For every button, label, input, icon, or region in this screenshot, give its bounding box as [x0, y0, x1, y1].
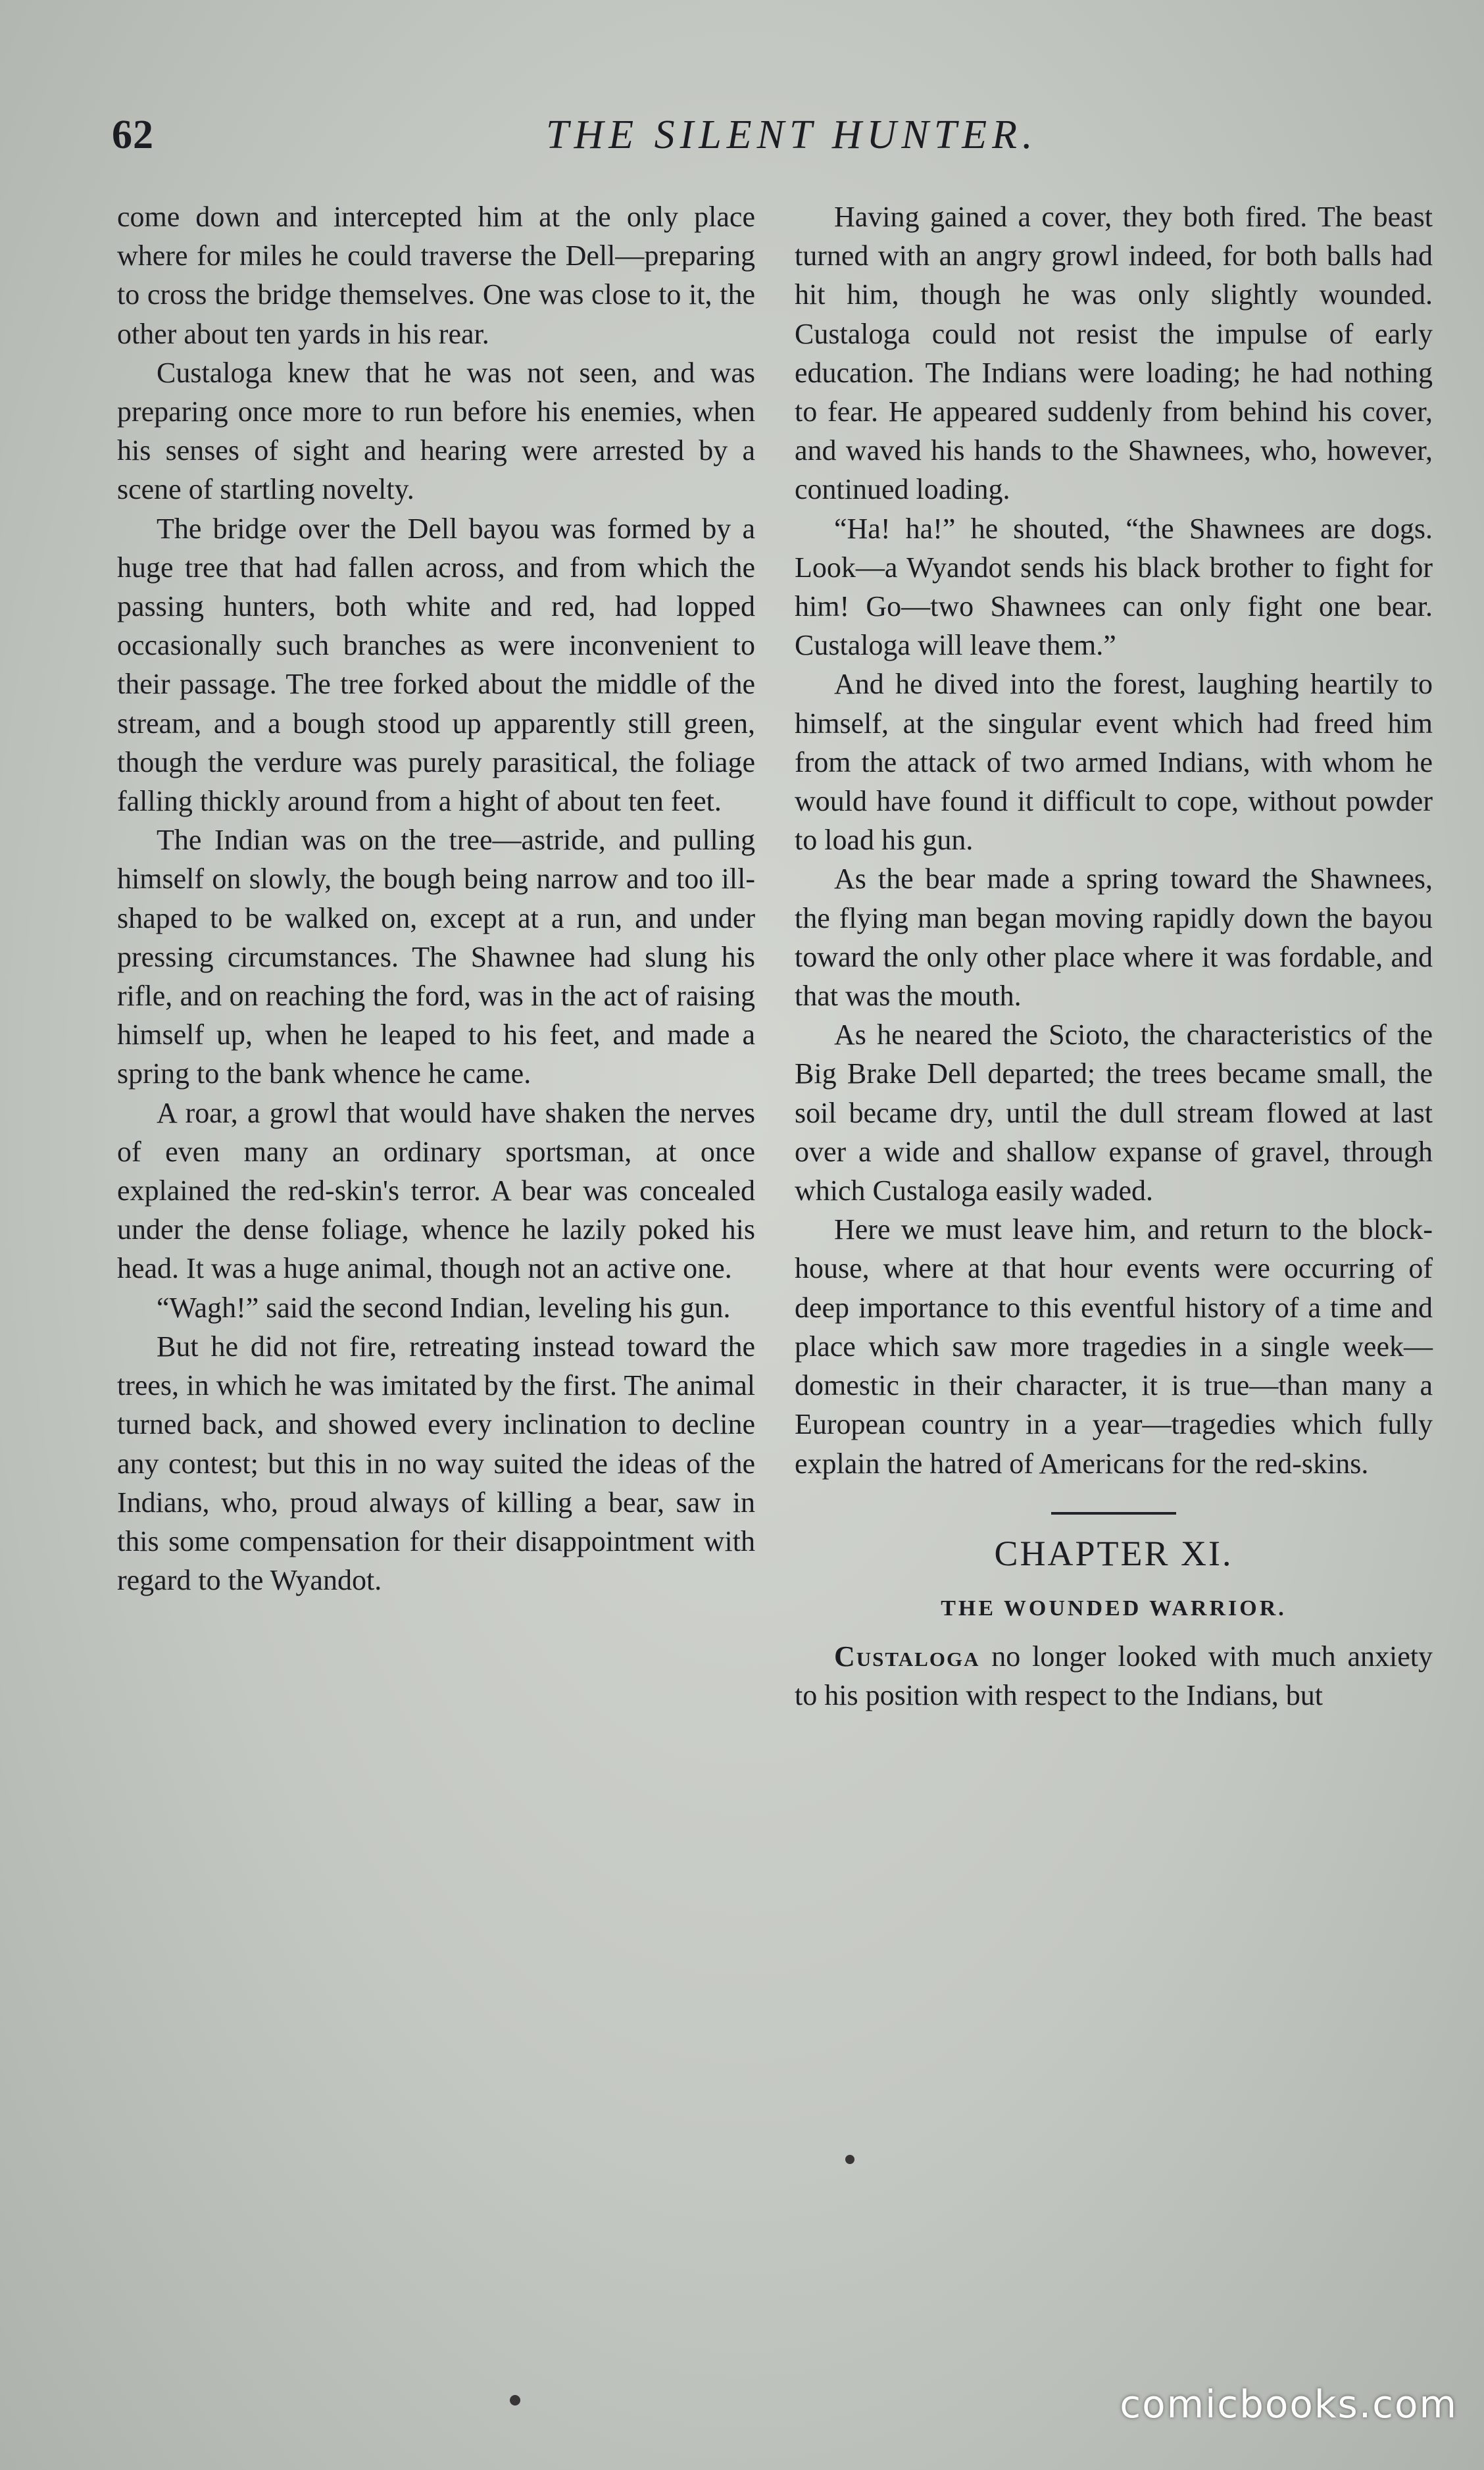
running-head: THE SILENT HUNTER.: [546, 113, 1038, 157]
paragraph: “Ha! ha!” he shouted, “the Shawnees are dogs. Look—a Wyandot sends his black brother to fight for him! Go—two Shawnees can only fight one bear. Custaloga will leave them.”: [795, 512, 1433, 662]
paragraph: As he neared the Scioto, the characteristics of the Big Brake Dell departed; the trees became small, the soil became dry, until the dull stream flowed at last over a wide and shallow expanse of gravel, through which Custaloga easily waded.: [795, 1019, 1433, 1207]
paragraph: The bridge over the Dell bayou was formed by a huge tree that had fallen across, and from which the passing hunters, both white and red, had lopped occasionally such branches as were inconvenient to their passage. The tree forked about the middle of the stream, and a bough stood up apparently still green, though the verdure was purely parasitical, the foliage falling thickly around from a hight of about ten feet.: [117, 512, 755, 818]
page-number: 62: [112, 113, 154, 157]
page-header: [112, 112, 1414, 171]
chapter-title: CHAPTER XI.: [994, 1533, 1233, 1573]
paragraph: And he dived into the forest, laughing heartily to himself, at the singular event which had freed him from the attack of two armed Indians, with whom he would have found it difficult to cope, without powder to load his gun.: [795, 668, 1433, 857]
paragraph: As the bear made a spring toward the Shawnees, the flying man began moving rapidly down the bayou toward the only other place where it was fordable, and that was the mouth.: [795, 863, 1433, 1013]
left-column: [117, 197, 755, 1600]
lead-word: Custaloga: [834, 1640, 980, 1673]
paragraph: Custaloga knew that he was not seen, and was preparing once more to run before his enemies, when his senses of sight and hearing were arrested by a scene of startling novelty.: [117, 356, 755, 506]
watermark: comicbooks.com: [1120, 2382, 1458, 2427]
chapter-subtitle: THE WOUNDED WARRIOR.: [941, 1596, 1287, 1621]
paragraph: come down and intercepted him at the only place where for miles he could traverse the Dell—preparing to cross the bridge themselves. One was close to it, the other about ten yards in his rear.: [117, 201, 755, 350]
ink-spot: [845, 2155, 854, 2164]
paragraph: The Indian was on the tree—astride, and pulling himself on slowly, the bough being narrow and too ill-shaped to be walked on, except at a run, and under pressing circumstances. The Shawnee had slung his rifle, and on reaching the ford, was in the act of raising himself up, when he leaped to his feet, and made a spring to the bank whence he came.: [117, 824, 755, 1090]
ink-spot: [510, 2395, 520, 2406]
paragraph: But he did not fire, retreating instead toward the trees, in which he was imitated by the first. The animal turned back, and showed every inclination to decline any contest; but this in no way suited the ideas of the Indians, who, proud always of killing a bear, saw in this some compensation for their disappointment with regard to the Wyandot.: [117, 1330, 755, 1597]
right-column: [795, 197, 1433, 1715]
paragraph: [795, 1637, 1433, 1715]
paragraph: A roar, a growl that would have shaken the nerves of even many an ordinary sportsman, at once explained the red-skin's terror. A bear was concealed under the dense foliage, whence he lazily poked his head. It was a huge animal, though not an active one.: [117, 1096, 755, 1285]
paragraph-text: no longer looked with much anxiety to his position with respect to the Indians, but: [795, 1640, 1433, 1712]
paragraph: Having gained a cover, they both fired. The beast turned with an angry growl indeed, for both balls had hit him, though he was only slightly wounded. Custaloga could not resist the impulse of early education. The Indians were loading; he had nothing to fear. He appeared suddenly from behind his cover, and waved his hands to the Shawnees, who, however, continued loading.: [795, 201, 1433, 506]
paragraph: “Wagh!” said the second Indian, leveling his gun.: [157, 1291, 731, 1324]
paragraph: Here we must leave him, and return to the block-house, where at that hour events were occurring of deep importance to this eventful history of a time and place which saw more tragedies in a single week—domestic in their character, it is true—than many a European country in a year—tragedies which fully explain the hatred of Americans for the red-skins.: [795, 1213, 1433, 1480]
section-divider: [1051, 1512, 1176, 1515]
